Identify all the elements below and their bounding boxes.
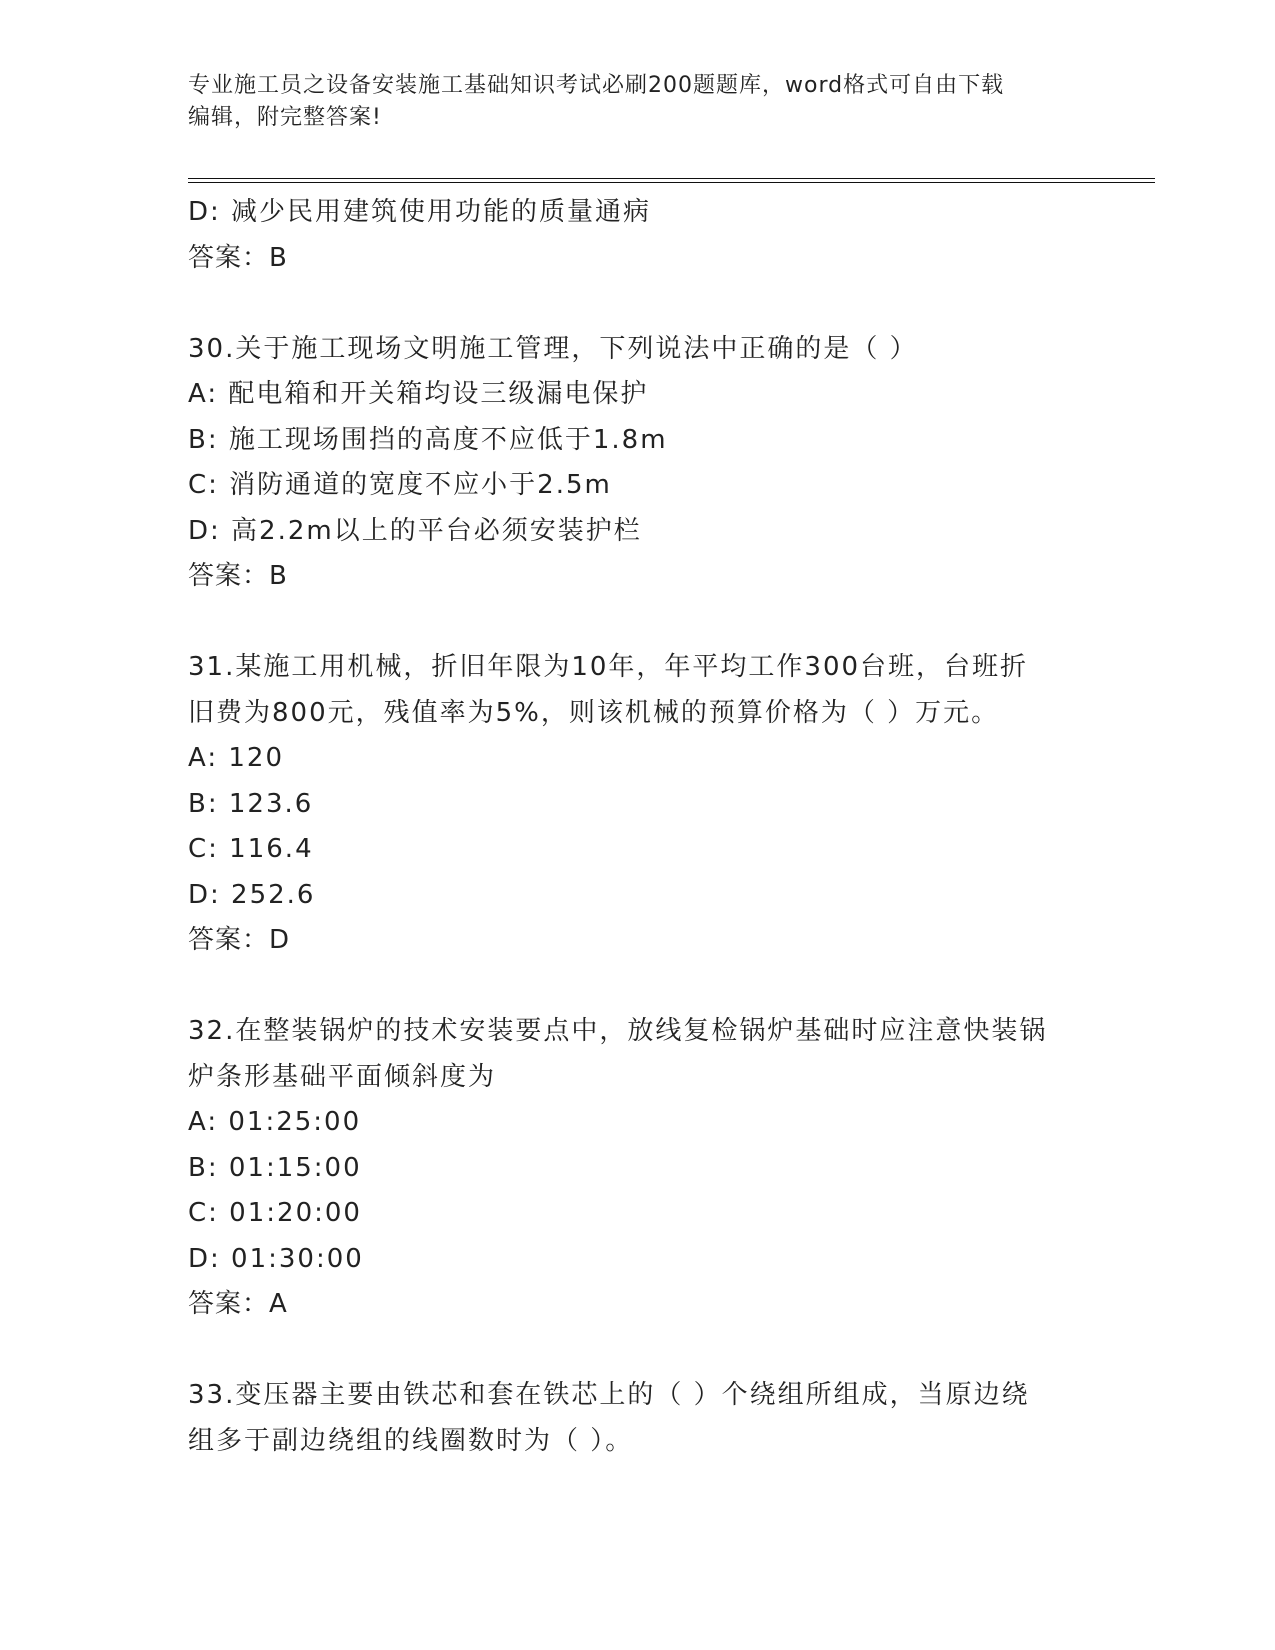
answer-line: 答案：B	[188, 561, 288, 591]
question-stem-line-1: 33.变压器主要由铁芯和套在铁芯上的（ ）个绕组所组成，当原边绕	[188, 1380, 1030, 1410]
option-b: B: 施工现场围挡的高度不应低于1.8m	[188, 424, 668, 455]
question-31	[188, 645, 1088, 964]
question-stem: 30.关于施工现场文明施工管理，下列说法中正确的是（ ）	[188, 333, 918, 364]
option-d: D: 252.6	[188, 879, 316, 910]
header-divider-bottom	[188, 182, 1155, 183]
option-c: C: 消防通道的宽度不应小于2.5m	[188, 470, 612, 500]
header-divider-top	[188, 178, 1155, 179]
question-32	[188, 1009, 1088, 1328]
option-b: B: 01:15:00	[188, 1152, 362, 1183]
question-stem-line-1: 31.某施工用机械，折旧年限为10年，年平均工作300台班，台班折	[188, 652, 1029, 682]
header-title-line-2: 编辑，附完整答案!	[188, 105, 382, 130]
question-29-tail	[188, 190, 1088, 281]
answer-line: 答案：A	[188, 1289, 288, 1319]
answer-line: 答案：D	[188, 925, 291, 955]
question-stem-line-2: 炉条形基础平面倾斜度为	[188, 1061, 497, 1092]
question-30	[188, 327, 1088, 600]
question-stem-line-2: 旧费为800元，残值率为5%，则该机械的预算价格为（ ）万元。	[188, 697, 1000, 728]
document-header	[188, 70, 1088, 134]
question-33	[188, 1373, 1088, 1464]
header-title-line-1: 专业施工员之设备安装施工基础知识考试必刷200题题库，word格式可自由下载	[188, 73, 1005, 98]
option-a: A: 120	[188, 743, 284, 773]
option-d: D: 01:30:00	[188, 1243, 364, 1274]
option-a: A: 配电箱和开关箱均设三级漏电保护	[188, 379, 649, 409]
spacer	[188, 281, 1088, 327]
question-list	[188, 190, 1088, 1464]
option-b: B: 123.6	[188, 788, 314, 819]
question-stem-line-1: 32.在整装锅炉的技术安装要点中，放线复检锅炉基础时应注意快装锅	[188, 1016, 1048, 1046]
option-c: C: 01:20:00	[188, 1198, 362, 1228]
question-stem-line-2: 组多于副边绕组的线圈数时为（ ）。	[188, 1425, 634, 1456]
spacer	[188, 1328, 1088, 1374]
spacer	[188, 964, 1088, 1010]
option-a: A: 01:25:00	[188, 1107, 362, 1137]
option-d: D: 减少民用建筑使用功能的质量通病	[188, 197, 652, 227]
option-c: C: 116.4	[188, 834, 314, 864]
spacer	[188, 600, 1088, 646]
option-d: D: 高2.2m以上的平台必须安装护栏	[188, 515, 642, 546]
answer-line: 答案：B	[188, 242, 288, 273]
